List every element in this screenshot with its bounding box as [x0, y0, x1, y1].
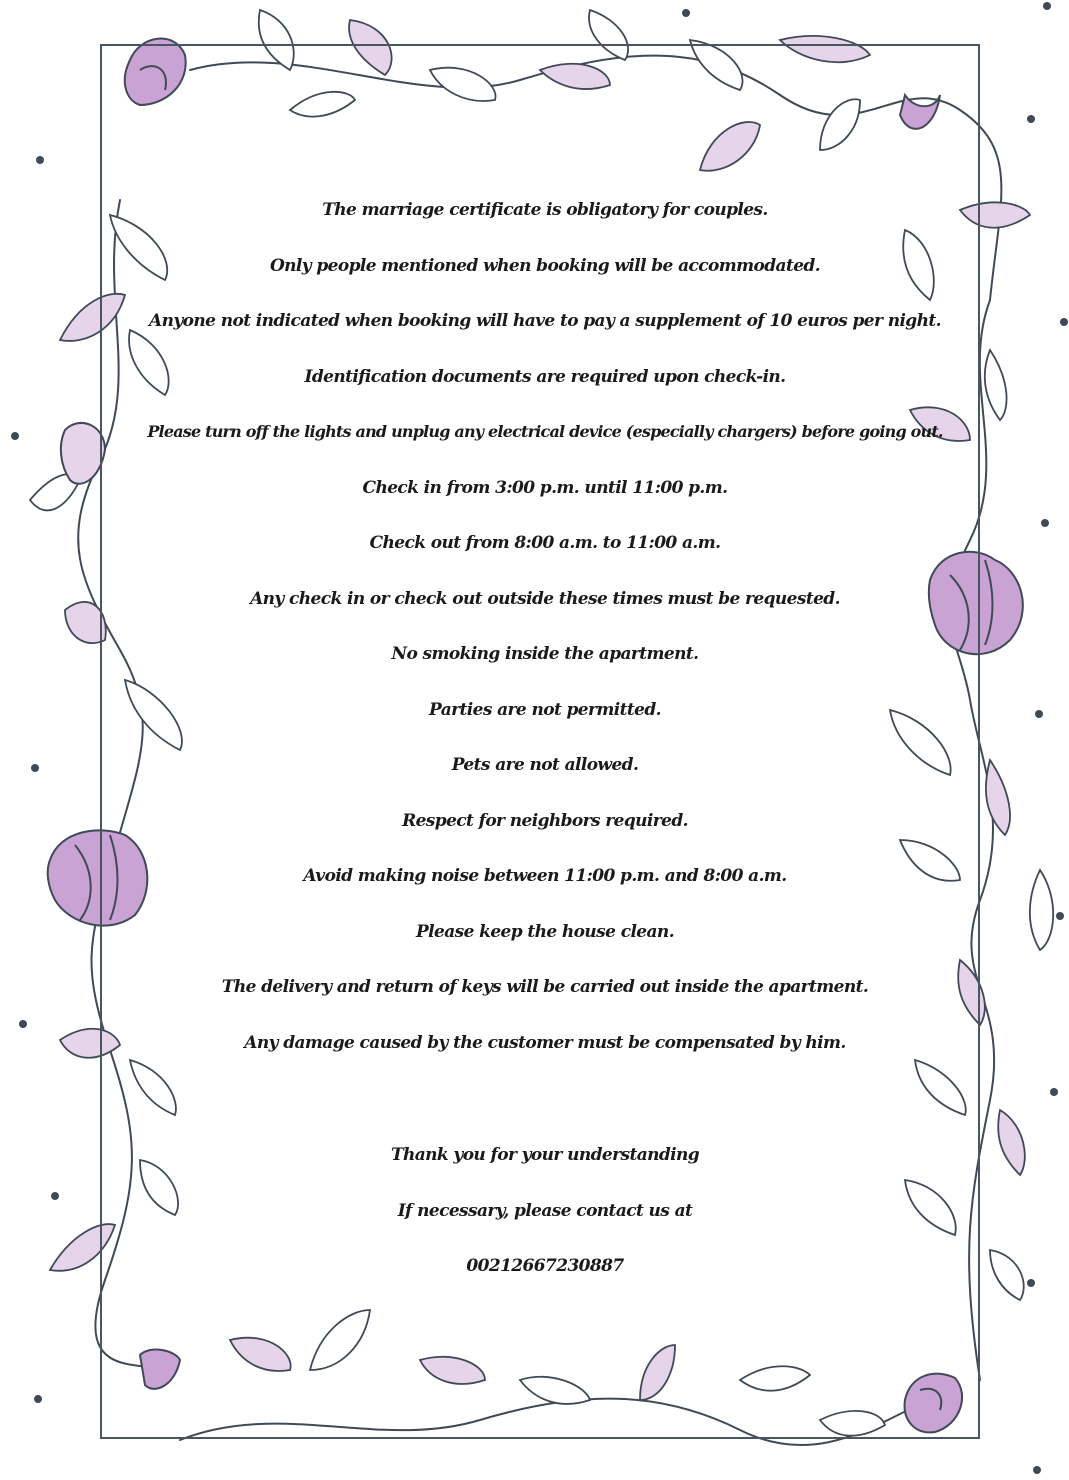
rule-lights-and-devices: Please turn off the lights and unplug any electrical device (especially chargers) before going out.	[147, 422, 943, 441]
rule-booked-guests-only: Only people mentioned when booking will be accommodated.	[269, 255, 821, 276]
dot	[11, 432, 19, 440]
dot	[1027, 1279, 1035, 1287]
dot	[1027, 115, 1035, 123]
rule-respect-neighbors: Respect for neighbors required.	[402, 810, 688, 831]
dot	[31, 764, 39, 772]
contact-phone: 00212667230887	[466, 1256, 624, 1276]
tulip-flower	[61, 423, 105, 484]
dot	[1056, 912, 1064, 920]
leaf	[986, 760, 1010, 835]
rule-no-smoking: No smoking inside the apartment.	[391, 644, 699, 664]
dot	[1043, 2, 1051, 10]
dot	[1050, 1088, 1058, 1096]
dot	[34, 1395, 42, 1403]
dot	[1033, 1466, 1041, 1474]
rule-outside-hours-request: Any check in or check out outside these times must be requested.	[250, 588, 840, 609]
dot	[1035, 710, 1043, 718]
leaf	[990, 1250, 1024, 1300]
dot	[36, 156, 44, 164]
dot	[1060, 318, 1068, 326]
rule-identification: Identification documents are required upon check-in.	[304, 366, 786, 387]
leaf	[1030, 870, 1053, 950]
rule-no-parties: Parties are not permitted.	[429, 699, 661, 720]
rule-check-in-time: Check in from 3:00 p.m. until 11:00 p.m.	[362, 477, 728, 498]
house-rules-list	[110, 195, 980, 1083]
thank-you-note: Thank you for your understanding	[390, 1145, 700, 1165]
dot	[682, 9, 690, 17]
rule-check-out-time: Check out from 8:00 a.m. to 11:00 a.m.	[369, 533, 721, 553]
leaf	[985, 350, 1007, 420]
rule-marriage-certificate: The marriage certificate is obligatory for couples.	[322, 200, 768, 220]
rule-damage-compensation: Any damage caused by the customer must be compensated by him.	[244, 1032, 846, 1053]
dot	[19, 1020, 27, 1028]
dot	[1041, 519, 1049, 527]
rule-keep-clean: Please keep the house clean.	[415, 921, 675, 942]
dot	[51, 1192, 59, 1200]
rule-quiet-hours: Avoid making noise between 11:00 p.m. and 8:00 a.m.	[303, 866, 787, 886]
closing-section	[110, 1140, 980, 1307]
rule-extra-guest-supplement: Anyone not indicated when booking will have to pay a supplement of 10 euros per night.	[149, 311, 941, 331]
rule-keys-handover: The delivery and return of keys will be carried out inside the apartment.	[221, 977, 869, 997]
leaf	[998, 1110, 1025, 1175]
rule-no-pets: Pets are not allowed.	[451, 755, 639, 775]
contact-prompt: If necessary, please contact us at	[397, 1200, 693, 1221]
